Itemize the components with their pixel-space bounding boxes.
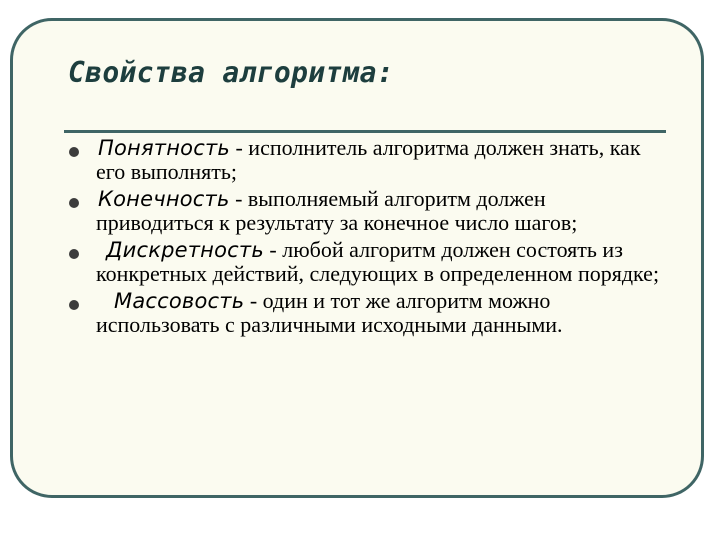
- definition-understandability: - исполнитель алгоритма должен знать, как его выполнять;: [96, 135, 641, 184]
- list-item-massiveness: [66, 289, 666, 336]
- term-massiveness: Массовость: [114, 289, 245, 313]
- list-item-discreteness: [66, 238, 666, 285]
- term-understandability: Понятность: [98, 136, 230, 160]
- bullet-icon: [69, 300, 79, 310]
- list-item-finiteness: [66, 187, 666, 234]
- bullet-icon: [69, 249, 79, 259]
- list-item-understandability: [66, 136, 666, 183]
- definition-finiteness: - выполняемый алгоритм должен приводиться к результату за конечное число шагов;: [96, 186, 578, 235]
- term-discreteness: Дискретность: [106, 238, 264, 262]
- property-list: [66, 136, 666, 336]
- title-underline: [64, 130, 666, 133]
- slide-title: Свойства алгоритма:: [68, 56, 394, 89]
- term-finiteness: Конечность: [98, 187, 230, 211]
- definition-massiveness: - один и тот же алгоритм можно использовать с различными исходными данными.: [96, 288, 563, 337]
- bullet-icon: [69, 147, 79, 157]
- bullet-icon: [69, 198, 79, 208]
- definition-discreteness: - любой алгоритм должен состоять из конкретных действий, следующих в определенном порядке;: [96, 237, 660, 286]
